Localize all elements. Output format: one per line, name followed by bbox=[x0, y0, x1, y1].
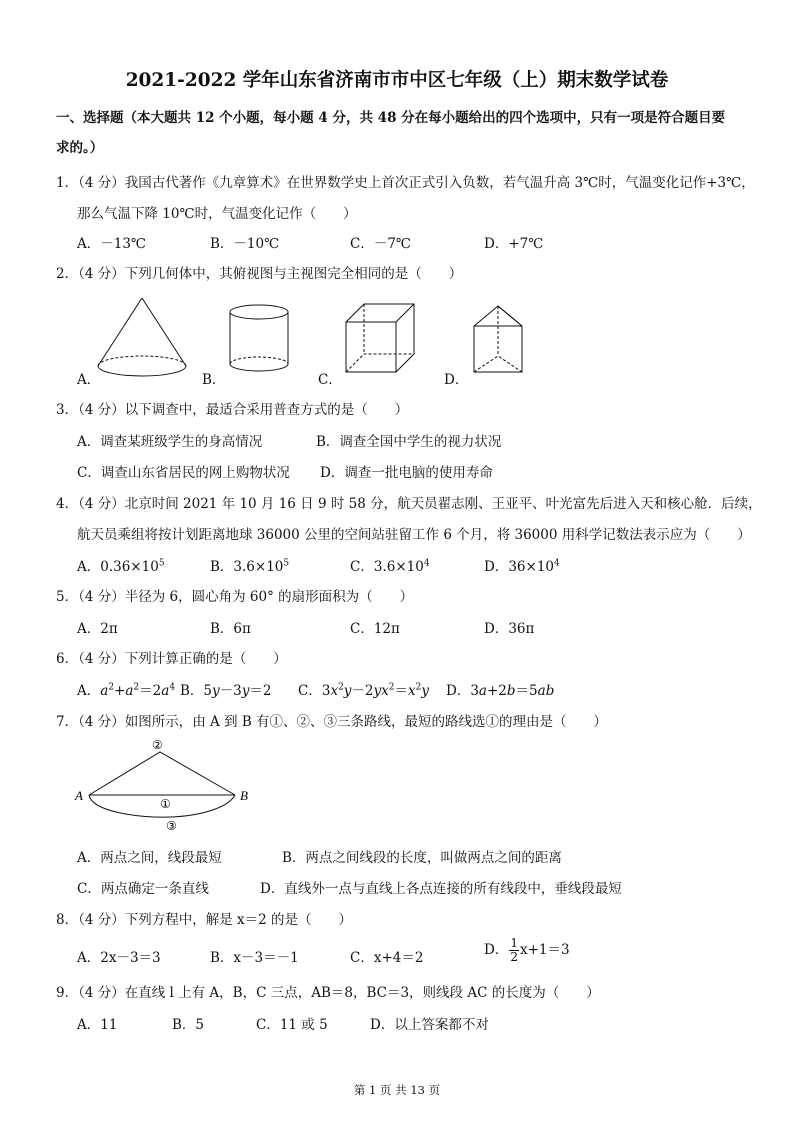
question-7-stem: 7．（4 分）如图所示，由 A 到 B 有①、②、③三条路线，最短的路线选①的理由是（ ） bbox=[56, 714, 608, 730]
q1-option-d: D．+7℃ bbox=[484, 236, 544, 252]
q3-option-c: C．调查山东省居民的网上购物状况 bbox=[77, 465, 290, 481]
q5-option-b: B．6π bbox=[210, 621, 251, 637]
q9-option-b: B．5 bbox=[172, 1017, 205, 1033]
q9-option-a: A．11 bbox=[77, 1017, 118, 1033]
q8-option-d: D． $\frac{1}{2}$ x+1＝3 bbox=[484, 936, 570, 964]
q7-option-b: B．两点之间线段的长度，叫做两点之间的距离 bbox=[282, 850, 562, 866]
route-2-label: ② bbox=[152, 738, 163, 752]
question-1-stem: 1．（4 分）我国古代著作《九章算术》在世界数学史上首次正式引入负数，若气温升高 3℃时，气温变化记作+3℃， bbox=[56, 175, 755, 191]
q7-option-d: D．直线外一点与直线上各点连接的所有线段中，垂线段最短 bbox=[260, 881, 622, 897]
route-1-label: ① bbox=[160, 797, 171, 811]
q8-option-a: A．2x－3＝3 bbox=[77, 950, 161, 966]
q2-label-d: D． bbox=[444, 372, 469, 388]
route-3-label: ③ bbox=[166, 819, 177, 833]
q4-option-b: B．$3.6\times 10^5$ bbox=[210, 558, 290, 575]
q4-option-c: C．$3.6\times 10^4$ bbox=[350, 558, 430, 575]
question-3-stem: 3．（4 分）以下调查中，最适合采用普查方式的是（ ） bbox=[56, 402, 409, 418]
question-8-stem: 8．（4 分）下列方程中，解是 x＝2 的是（ ） bbox=[56, 912, 353, 928]
point-b-label: B bbox=[240, 788, 248, 803]
q2-label-a: A． bbox=[77, 372, 101, 388]
q5-option-d: D．36π bbox=[484, 621, 535, 637]
q3-option-d: D．调查一批电脑的使用寿命 bbox=[320, 465, 493, 481]
q9-option-d: D．以上答案都不对 bbox=[370, 1017, 489, 1033]
question-6-stem: 6．（4 分）下列计算正确的是（ ） bbox=[56, 651, 287, 667]
q7-option-c: C．两点确定一条直线 bbox=[77, 881, 209, 897]
route-2-line bbox=[89, 752, 235, 795]
q1-option-c: C．－7℃ bbox=[350, 236, 412, 252]
q4-option-a: A．$0.36\times 10^5$ bbox=[77, 558, 165, 575]
q9-option-c: C．11 或 5 bbox=[256, 1017, 328, 1033]
q7-option-a: A．两点之间，线段最短 bbox=[77, 850, 222, 866]
fraction-one-half: $\frac{1}{2}$ bbox=[510, 936, 518, 964]
section-heading: 一、选择题（本大题共 12 个小题，每小题 4 分，共 48 分在每小题给出的四个选项中，只有一项是符合题目要 bbox=[56, 110, 726, 126]
q8-option-b: B．x－3＝－1 bbox=[210, 950, 299, 966]
q3-option-b: B．调查全国中学生的视力状况 bbox=[316, 434, 502, 450]
q2-label-c: C． bbox=[318, 372, 342, 388]
q8-option-c: C．x+4＝2 bbox=[350, 950, 424, 966]
q6-option-d: D．3a+2b＝5ab bbox=[446, 683, 555, 699]
q3-option-a: A．调查某班级学生的身高情况 bbox=[77, 434, 263, 450]
q6-option-c: C．$3x^2y-2yx^2=x^2y$ bbox=[298, 682, 430, 699]
page-title: 2021-2022 学年山东省济南市市中区七年级（上）期末数学试卷 bbox=[125, 70, 669, 91]
question-1-stem-cont: 那么气温下降 10℃时，气温变化记作（ ） bbox=[77, 206, 357, 222]
question-9-stem: 9．（4 分）在直线 l 上有 A，B，C 三点，AB＝8，BC＝3，则线段 AC 的长度为（ ） bbox=[56, 985, 600, 1001]
question-2-stem: 2．（4 分）下列几何体中，其俯视图与主视图完全相同的是（ ） bbox=[56, 266, 463, 282]
q5-option-a: A．2π bbox=[77, 621, 118, 637]
q5-option-c: C．12π bbox=[350, 621, 400, 637]
question-4-stem: 4．（4 分）北京时间 2021 年 10 月 16 日 9 时 58 分，航天员翟志刚、王亚平、叶光富先后进入天和核心舱．后续， bbox=[56, 496, 762, 512]
q6-option-b: B．5y－3y＝2 bbox=[180, 683, 272, 699]
q4-option-d: D．$36\times 10^4$ bbox=[484, 558, 560, 575]
q6-option-a: A．$a^2+a^2=2a^4$ bbox=[77, 682, 176, 699]
q1-option-b: B．－10℃ bbox=[210, 236, 280, 252]
question-4-stem-cont: 航天员乘组将按计划距离地球 36000 公里的空间站驻留工作 6 个月，将 36000 用科学记数法表示应为（ ） bbox=[77, 527, 751, 543]
q2-label-b: B． bbox=[202, 372, 226, 388]
section-heading-cont: 求的。） bbox=[56, 140, 104, 156]
point-a-label: A bbox=[75, 788, 83, 803]
question-5-stem: 5．（4 分）半径为 6，圆心角为 60° 的扇形面积为（ ） bbox=[56, 589, 414, 605]
q1-option-a: A．－13℃ bbox=[77, 236, 147, 252]
page-footer: 第 1 页 共 13 页 bbox=[353, 1083, 441, 1097]
